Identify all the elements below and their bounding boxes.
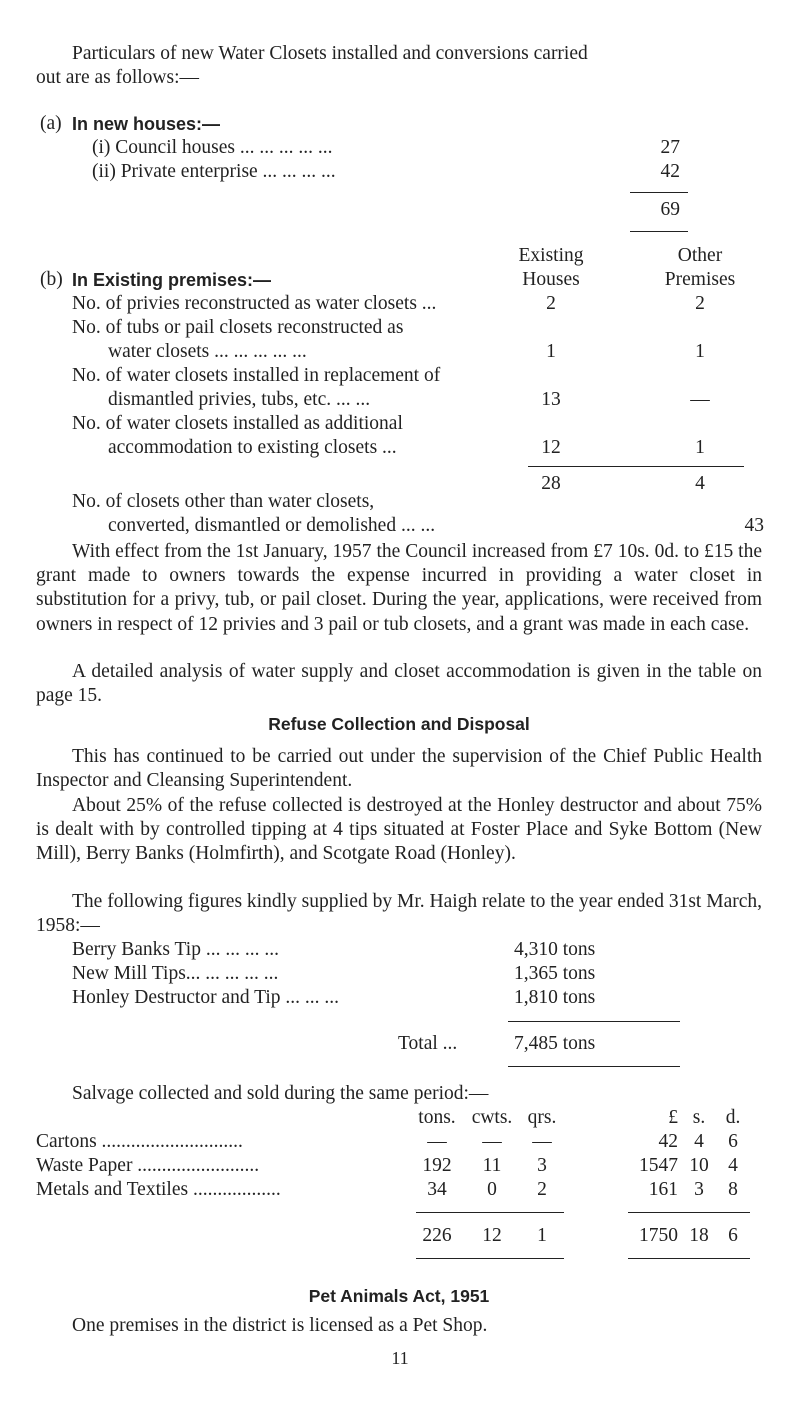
section-b-row-4-existing: 12 bbox=[541, 437, 561, 458]
section-a-marker: (a) bbox=[40, 113, 62, 134]
analysis-paragraph: A detailed analysis of water supply and closet accommodation is given in the table on page 15. bbox=[36, 661, 762, 707]
salvage-row-waste-paper-pounds: 1547 bbox=[639, 1155, 678, 1176]
salvage-header-pounds: £ bbox=[668, 1107, 678, 1128]
refuse-heading: Refuse Collection and Disposal bbox=[268, 714, 530, 734]
salvage-row-waste-paper-qrs: 3 bbox=[537, 1155, 547, 1176]
column-header-existing: Existing bbox=[518, 245, 584, 266]
intro-line-2: out are as follows:— bbox=[36, 67, 200, 88]
section-b-total-other: 4 bbox=[695, 473, 705, 494]
salvage-total-pounds: 1750 bbox=[639, 1225, 678, 1246]
salvage-row-metals-shillings: 3 bbox=[694, 1179, 704, 1200]
section-b-row-2-label-2: water closets ... ... ... ... ... bbox=[108, 341, 307, 362]
salvage-row-cartons-shillings: 4 bbox=[694, 1131, 704, 1152]
tips-total-underline bbox=[508, 1066, 680, 1067]
refuse-paragraph-1: This has continued to be carried out under the supervision of the Chief Public Health Inspector and Cleansing Superintendent. bbox=[36, 746, 762, 792]
salvage-row-cartons-qrs: — bbox=[532, 1131, 552, 1152]
tip-row-1-label: Berry Banks Tip ... ... ... ... bbox=[72, 939, 279, 960]
section-b-row-1-existing: 2 bbox=[546, 293, 556, 314]
page-number: 11 bbox=[391, 1348, 409, 1368]
salvage-row-waste-paper-label: Waste Paper ......................... bbox=[36, 1155, 260, 1176]
salvage-total-shillings: 18 bbox=[689, 1225, 709, 1246]
salvage-row-waste-paper-cwts: 11 bbox=[482, 1155, 502, 1176]
section-b-total-existing: 28 bbox=[541, 473, 561, 494]
tip-row-1-value: 4,310 tons bbox=[514, 939, 596, 960]
salvage-row-metals-qrs: 2 bbox=[537, 1179, 547, 1200]
salvage-total-pence: 6 bbox=[728, 1225, 738, 1246]
tips-total-value: 7,485 tons bbox=[514, 1033, 596, 1054]
column-header-houses: Houses bbox=[522, 269, 580, 290]
salvage-row-cartons-pence: 6 bbox=[728, 1131, 738, 1152]
section-b-row-2-existing: 1 bbox=[546, 341, 556, 362]
tips-total-rule bbox=[508, 1021, 680, 1022]
salvage-total-cwts: 12 bbox=[482, 1225, 502, 1246]
salvage-total-qrs: 1 bbox=[537, 1225, 547, 1246]
section-a-total: 69 bbox=[660, 199, 680, 220]
salvage-intro: Salvage collected and sold during the same period:— bbox=[72, 1083, 489, 1104]
tips-total-label: Total ... bbox=[398, 1033, 458, 1054]
section-b-heading: In Existing premises:— bbox=[72, 270, 272, 290]
salvage-money-underline bbox=[628, 1258, 750, 1259]
section-a-row-1-value: 27 bbox=[660, 137, 680, 158]
grant-paragraph: With effect from the 1st January, 1957 the Council increased from £7 10s. 0d. to £15 the grant made to owners towards the expense incurred in providing a water closet in substitution for a privy, tub, or pail closet. During the year, applications, were received from owners in respect of 12 privies and 3 pail or tub closets, and a grant was made in each case. bbox=[36, 541, 762, 635]
salvage-weight-rule bbox=[416, 1212, 564, 1213]
intro-line-1: Particulars of new Water Closets installed and conversions carried bbox=[72, 43, 588, 64]
section-b-row-4-label-2: accommodation to existing closets ... bbox=[108, 437, 397, 458]
salvage-row-cartons-cwts: — bbox=[482, 1131, 502, 1152]
section-b-row-3-existing: 13 bbox=[541, 389, 561, 410]
section-b-row-3-other: — bbox=[690, 389, 710, 410]
salvage-row-cartons-tons: — bbox=[427, 1131, 447, 1152]
salvage-header-cwts: cwts. bbox=[471, 1107, 513, 1128]
section-b-total-rule bbox=[528, 466, 744, 467]
section-a-heading: In new houses:— bbox=[72, 114, 221, 134]
salvage-weight-underline bbox=[416, 1258, 564, 1259]
salvage-row-waste-paper-shillings: 10 bbox=[689, 1155, 709, 1176]
section-b-row-3-label-1: No. of water closets installed in replacement of bbox=[72, 365, 441, 386]
converted-label-2: converted, dismantled or demolished ... ... bbox=[108, 515, 436, 536]
tip-row-2-value: 1,365 tons bbox=[514, 963, 596, 984]
salvage-money-rule bbox=[628, 1212, 750, 1213]
salvage-row-metals-label: Metals and Textiles .................. bbox=[36, 1179, 281, 1200]
column-header-premises: Premises bbox=[664, 269, 736, 290]
tip-row-2-label: New Mill Tips... ... ... ... ... bbox=[72, 963, 279, 984]
section-a-total-underline bbox=[630, 231, 688, 232]
salvage-row-cartons-pounds: 42 bbox=[658, 1131, 678, 1152]
salvage-row-metals-pence: 8 bbox=[728, 1179, 738, 1200]
section-b-row-1-label: No. of privies reconstructed as water closets ... bbox=[72, 293, 437, 314]
salvage-header-qrs: qrs. bbox=[527, 1107, 557, 1128]
salvage-header-pence: d. bbox=[725, 1107, 741, 1128]
salvage-row-metals-tons: 34 bbox=[427, 1179, 447, 1200]
salvage-row-metals-pounds: 161 bbox=[648, 1179, 678, 1200]
refuse-paragraph-2: About 25% of the refuse collected is destroyed at the Honley destructor and about 75% is dealt with by controlled tipping at 4 tips situated at Foster Place and Syke Bottom (New Mill), Berry Banks (Holmfirth), and Scotgate Road (Honley). bbox=[36, 795, 762, 865]
section-b-row-4-label-1: No. of water closets installed as additional bbox=[72, 413, 403, 434]
salvage-header-shillings: s. bbox=[692, 1107, 706, 1128]
section-b-row-1-other: 2 bbox=[695, 293, 705, 314]
salvage-row-waste-paper-pence: 4 bbox=[728, 1155, 738, 1176]
section-b-row-2-label-1: No. of tubs or pail closets reconstructed as bbox=[72, 317, 404, 338]
section-b-row-4-other: 1 bbox=[695, 437, 705, 458]
section-b-row-3-label-2: dismantled privies, tubs, etc. ... ... bbox=[108, 389, 371, 410]
salvage-row-cartons-label: Cartons ............................. bbox=[36, 1131, 243, 1152]
section-a-row-2-label: (ii) Private enterprise ... ... ... ... bbox=[92, 161, 336, 182]
section-b-marker: (b) bbox=[40, 269, 63, 290]
salvage-total-tons: 226 bbox=[422, 1225, 452, 1246]
converted-label-1: No. of closets other than water closets, bbox=[72, 491, 375, 512]
section-a-row-2-value: 42 bbox=[660, 161, 680, 182]
refuse-paragraph-3: The following figures kindly supplied by Mr. Haigh relate to the year ended 31st March, 1958:— bbox=[36, 891, 762, 937]
tip-row-3-label: Honley Destructor and Tip ... ... ... bbox=[72, 987, 340, 1008]
section-a-row-1-label: (i) Council houses ... ... ... ... ... bbox=[92, 137, 333, 158]
tip-row-3-value: 1,810 tons bbox=[514, 987, 596, 1008]
salvage-row-waste-paper-tons: 192 bbox=[422, 1155, 452, 1176]
section-b-row-2-other: 1 bbox=[695, 341, 705, 362]
salvage-header-tons: tons. bbox=[418, 1107, 456, 1128]
converted-value: 43 bbox=[744, 515, 764, 536]
pets-heading: Pet Animals Act, 1951 bbox=[308, 1286, 490, 1306]
salvage-row-metals-cwts: 0 bbox=[487, 1179, 497, 1200]
pets-text: One premises in the district is licensed as a Pet Shop. bbox=[72, 1315, 488, 1336]
section-a-total-rule bbox=[630, 192, 688, 193]
column-header-other: Other bbox=[677, 245, 723, 266]
